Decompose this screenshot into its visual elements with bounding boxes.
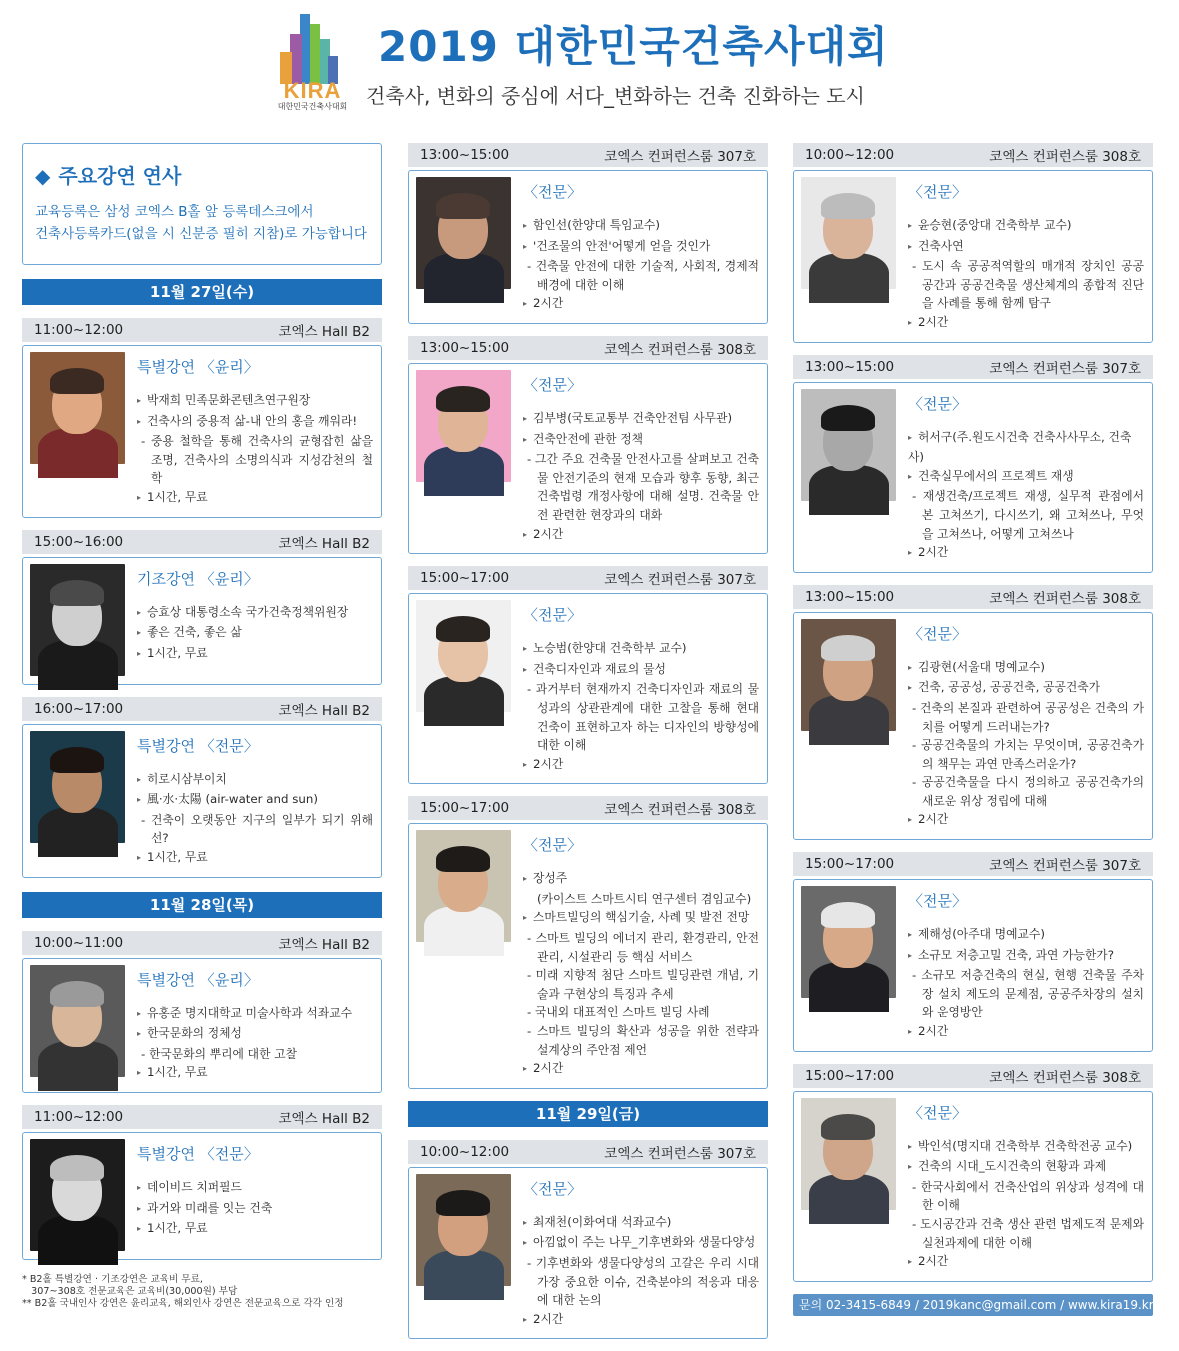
diamond-icon: ◆ xyxy=(35,164,51,188)
session-items xyxy=(908,216,1144,334)
session-box xyxy=(22,557,382,685)
session-item: ▸ 한국문화의 정체성 xyxy=(137,1024,373,1045)
session-box xyxy=(793,612,1153,840)
session-time: 11:00~12:00 xyxy=(34,322,124,338)
session-card xyxy=(408,566,768,784)
session-time: 13:00~15:00 xyxy=(420,339,510,356)
session-items xyxy=(523,216,759,315)
session-card xyxy=(793,585,1153,840)
session-item: (카이스트 스마트시티 연구센터 겸임교수) xyxy=(537,891,752,906)
session-item: ▸ 과거와 미래를 잇는 건축 xyxy=(137,1199,373,1220)
day-bar-27: 11월 27일(수) xyxy=(22,279,382,305)
session-item: ▸ 2시간 xyxy=(523,755,759,776)
contact-bar[interactable]: 문의 02-3415-6849 / 2019kanc@gmail.com / www.kira19.kr xyxy=(793,1294,1153,1316)
session-box xyxy=(22,724,382,878)
session-items xyxy=(137,1004,373,1084)
session-place: 코엑스 컨퍼런스룸 307호 xyxy=(989,858,1141,875)
session-item: - 건축의 본질과 관련하여 공공성은 건축의 가치를 어떻게 드러내는가? xyxy=(908,699,1144,736)
session-item: - 소규모 저층건축의 현실, 현행 건축물 주차장 설치 제도의 문제점, 공공주차장의 설치와 운영방안 xyxy=(908,966,1144,1022)
session-header xyxy=(22,530,382,554)
session-item: - 공공건축물을 다시 정의하고 공공건축가의 새로운 위상 정립에 대해 xyxy=(908,773,1144,810)
session-card xyxy=(793,852,1153,1052)
session-time: 10:00~12:00 xyxy=(805,147,895,163)
session-place: 코엑스 Hall B2 xyxy=(278,1110,370,1127)
session-header xyxy=(793,143,1153,167)
session-place: 코엑스 컨퍼런스룸 308호 xyxy=(604,802,756,819)
session-item: ▸ 히로시삼부이치 xyxy=(137,770,373,791)
session-card xyxy=(793,143,1153,343)
logo-kira-text: KIRA xyxy=(283,78,342,103)
session-header xyxy=(22,697,382,721)
intro-box xyxy=(22,143,382,265)
session-item: ▸ 아낌없이 주는 나무_기후변화와 생물다양성 xyxy=(523,1233,759,1254)
session-item: ▸ 2시간 xyxy=(523,525,759,546)
footnote-3: ** B2홀 국내인사 강연은 윤리교육, 해외인사 강연은 전문교육으로 각각 인정 xyxy=(22,1297,344,1309)
session-item: ▸ 데이비드 치퍼필드 xyxy=(137,1178,373,1199)
session-place: 코엑스 Hall B2 xyxy=(278,535,370,552)
session-item: ▸ 승효상 대통령소속 국가건축정책위원장 xyxy=(137,603,373,624)
speaker-photo xyxy=(801,177,896,289)
page-subtitle: 건축사, 변화의 중심에 서다_변화하는 건축 진화하는 도시 xyxy=(366,84,865,108)
session-items xyxy=(137,391,373,509)
session-place: 코엑스 컨퍼런스룸 308호 xyxy=(604,341,756,358)
session-card xyxy=(22,697,382,878)
speaker-photo xyxy=(801,389,896,501)
session-title: 특별강연 〈전문〉 xyxy=(137,736,259,755)
day-bar-28: 11월 28일(목) xyxy=(22,892,382,918)
session-item: ▸ 건축, 공공성, 공공건축, 공공건축가 xyxy=(908,678,1144,699)
session-box xyxy=(793,170,1153,343)
session-item: ▸ 1시간, 무료 xyxy=(137,644,373,665)
session-item: ▸ 유홍준 명지대학교 미술사학과 석좌교수 xyxy=(137,1004,373,1025)
session-title: 기조강연 〈윤리〉 xyxy=(137,569,259,588)
page-header xyxy=(0,0,1179,130)
session-item: - 재생건축/프로젝트 재생, 실무적 관점에서 본 고쳐쓰기, 다시쓰기, 왜 고쳐쓰나, 무엇을 고쳐쓰나, 어떻게 고쳐쓰나 xyxy=(908,487,1144,543)
session-title: 〈전문〉 xyxy=(908,892,967,911)
session-item: - 국내외 대표적인 스마트 빌딩 사례 xyxy=(523,1003,759,1022)
session-time: 16:00~17:00 xyxy=(34,700,124,717)
session-card xyxy=(22,931,382,1093)
session-item: ▸ 2시간 xyxy=(523,1059,759,1080)
intro-line-2: 건축사등록카드(없을 시 신분증 필히 지참)로 가능합니다 xyxy=(35,226,367,242)
session-card xyxy=(408,336,768,554)
session-item: - 스마트 빌딩의 확산과 성공을 위한 전략과 설계상의 주안점 제언 xyxy=(523,1022,759,1059)
session-header xyxy=(408,1140,768,1164)
session-title: 특별강연 〈윤리〉 xyxy=(137,358,259,376)
session-item: ▸ 2시간 xyxy=(908,1022,1144,1043)
logo-building-icon xyxy=(280,14,340,84)
speaker-photo xyxy=(801,886,896,998)
session-item: ▸ 노승범(한양대 건축학부 교수) xyxy=(523,639,759,660)
footnotes xyxy=(22,1274,382,1310)
session-item: ▸ 2시간 xyxy=(908,1252,1144,1273)
session-card xyxy=(408,1140,768,1340)
session-item: ▸ 박인석(명지대 건축학부 건축학전공 교수) xyxy=(908,1137,1144,1158)
session-item: ▸ 제해성(아주대 명예교수) xyxy=(908,925,1144,946)
session-item: ▸ 최재천(이화여대 석좌교수) xyxy=(523,1213,759,1234)
session-card xyxy=(22,1105,382,1260)
session-box xyxy=(22,345,382,518)
session-item: ▸ 건축의 시대_도시건축의 현황과 과제 xyxy=(908,1157,1144,1178)
session-place: 코엑스 컨퍼런스룸 307호 xyxy=(604,1145,756,1162)
session-time: 10:00~12:00 xyxy=(420,1143,510,1160)
session-time: 10:00~11:00 xyxy=(34,934,124,951)
session-item: ▸ 박재희 민족문화콘텐츠연구원장 xyxy=(137,391,373,412)
session-title: 특별강연 〈윤리〉 xyxy=(137,970,259,989)
session-items xyxy=(523,639,759,775)
page-title: 2019 대한민국건축사대회 xyxy=(378,22,889,71)
session-item: - 도시 속 공공적역할의 매개적 장치인 공공 공간과 공공건축물 생산체계의 종합적 진단을 사례를 통해 함께 탐구 xyxy=(908,257,1144,313)
session-items xyxy=(908,428,1144,564)
session-title: 〈전문〉 xyxy=(523,606,582,625)
session-header xyxy=(793,585,1153,609)
session-item: - 건축이 오랫동안 지구의 일부가 되기 위해선? xyxy=(137,811,373,848)
session-box xyxy=(22,958,382,1093)
session-place: 코엑스 컨퍼런스룸 307호 xyxy=(604,149,756,165)
session-item: - 미래 지향적 첨단 스마트 빌딩관련 개념, 기술과 구현상의 특징과 추세 xyxy=(523,966,759,1003)
session-place: 코엑스 Hall B2 xyxy=(278,324,370,340)
speaker-photo xyxy=(416,177,511,289)
session-items xyxy=(523,409,759,545)
session-item: - 건축물 안전에 대한 기술적, 사회적, 경제적 배경에 대한 이해 xyxy=(523,257,759,294)
session-item: ▸ 건축디자인과 재료의 물성 xyxy=(523,660,759,681)
session-title: 〈전문〉 xyxy=(523,375,582,394)
intro-line-1: 교육등록은 삼성 코엑스 B홀 앞 등록데스크에서 xyxy=(35,204,314,220)
day-bar-29: 11월 29일(금) xyxy=(408,1101,768,1127)
session-item: ▸ 2시간 xyxy=(908,810,1144,831)
speaker-photo xyxy=(30,731,125,843)
session-item: ▸ 건축안전에 관한 정책 xyxy=(523,430,759,451)
session-card xyxy=(22,318,382,518)
speaker-photo xyxy=(30,564,125,676)
session-item: - 스마트 빌딩의 에너지 관리, 환경관리, 안전관리, 시설관리 등 핵심 서비스 xyxy=(523,929,759,966)
session-item: ▸ 윤승현(중앙대 건축학부 교수) xyxy=(908,216,1144,237)
session-card xyxy=(793,355,1153,573)
session-header xyxy=(22,318,382,342)
session-header xyxy=(408,336,768,360)
kira-logo xyxy=(270,14,355,111)
session-header xyxy=(22,1105,382,1129)
footnote-2: 307~308호 전문교육은 교육비(30,000원) 부담 xyxy=(22,1285,238,1297)
session-card xyxy=(408,143,768,324)
speaker-photo xyxy=(416,830,511,942)
speaker-photo xyxy=(416,1174,511,1286)
session-item: ▸ 김부병(국토교통부 건축안전팀 사무관) xyxy=(523,409,759,430)
session-place: 코엑스 Hall B2 xyxy=(278,702,370,719)
session-item: - 기후변화와 생물다양성의 고갈은 우리 시대 가장 중요한 이슈, 건축분야의 적응과 대응에 대한 논의 xyxy=(523,1254,759,1310)
session-card xyxy=(22,530,382,685)
session-items xyxy=(137,603,373,665)
session-item: ▸ 2시간 xyxy=(908,543,1144,564)
speaker-photo xyxy=(30,352,125,464)
session-items xyxy=(908,925,1144,1043)
column-right xyxy=(793,143,1153,1316)
session-time: 13:00~15:00 xyxy=(805,588,895,605)
session-item: ▸ 1시간, 무료 xyxy=(137,848,373,869)
session-header xyxy=(408,566,768,590)
session-box xyxy=(408,170,768,324)
speaker-photo xyxy=(416,600,511,712)
session-item: - 도시공간과 건축 생산 관련 법제도적 문제와 실천과제에 대한 이해 xyxy=(908,1215,1144,1252)
session-item: ▸ 1시간, 무료 xyxy=(137,488,373,509)
session-item: ▸ 1시간, 무료 xyxy=(137,1219,373,1240)
session-time: 11:00~12:00 xyxy=(34,1108,124,1125)
session-header xyxy=(793,852,1153,876)
session-header xyxy=(793,355,1153,379)
column-left xyxy=(22,143,382,1310)
session-time: 15:00~16:00 xyxy=(34,533,124,550)
session-item: ▸ 함인선(한양대 특임교수) xyxy=(523,216,759,237)
speaker-photo xyxy=(30,1139,125,1251)
speaker-photo xyxy=(30,965,125,1077)
session-place: 코엑스 Hall B2 xyxy=(278,936,370,953)
column-middle xyxy=(408,143,768,1351)
session-box xyxy=(408,823,768,1089)
session-header xyxy=(408,796,768,820)
session-item: ▸ 장성주 xyxy=(523,869,759,890)
session-items xyxy=(137,1178,373,1240)
session-place: 코엑스 컨퍼런스룸 308호 xyxy=(989,149,1141,165)
session-header xyxy=(408,143,768,167)
session-title: 〈전문〉 xyxy=(908,394,967,413)
session-item: ▸ 風·水·太陽 (air-water and sun) xyxy=(137,790,373,811)
session-box xyxy=(22,1132,382,1260)
session-items xyxy=(137,770,373,869)
session-time: 13:00~15:00 xyxy=(420,147,510,163)
session-time: 13:00~15:00 xyxy=(805,358,895,375)
session-item: - 중용 철학을 통해 건축사의 균형잡힌 삶을 조명, 건축사의 소명의식과 지성감천의 철학 xyxy=(137,432,373,488)
session-card xyxy=(793,1064,1153,1282)
session-item: - 그간 주요 건축물 안전사고를 살펴보고 건축물 안전기준의 현재 모습과 향후 동향, 최근 건축법령 개정사항에 대해 설명. 건축물 안전 관련한 현장과의 대화 xyxy=(523,450,759,524)
session-item: ▸ 허서구(주.원도시건축 건축사사무소, 건축사) xyxy=(908,428,1144,467)
session-item: - 공공건축물의 가치는 무엇이며, 공공건축가의 책무는 과연 만족스러운가? xyxy=(908,736,1144,773)
session-time: 15:00~17:00 xyxy=(805,1067,895,1084)
session-header xyxy=(22,931,382,955)
session-items xyxy=(523,1213,759,1331)
session-item: - 한국사회에서 건축산업의 위상과 성격에 대한 이해 xyxy=(908,1178,1144,1215)
intro-title-text: 주요강연 연사 xyxy=(58,164,182,188)
session-item: ▸ 건축실무에서의 프로젝트 재생 xyxy=(908,467,1144,488)
session-item: ▸ 건축사의 중용적 삶-내 안의 홍을 깨워라! xyxy=(137,412,373,433)
logo-subtext: 대한민국건축사대회 xyxy=(277,102,348,111)
session-item: ▸ 2시간 xyxy=(523,1310,759,1331)
session-time: 15:00~17:00 xyxy=(805,856,895,873)
intro-title xyxy=(35,160,369,189)
session-header xyxy=(793,1064,1153,1088)
session-place: 코엑스 컨퍼런스룸 308호 xyxy=(989,590,1141,607)
session-items xyxy=(523,869,759,1080)
session-title: 특별강연 〈전문〉 xyxy=(137,1144,259,1163)
session-place: 코엑스 컨퍼런스룸 308호 xyxy=(989,1069,1141,1086)
session-time: 15:00~17:00 xyxy=(420,800,510,817)
session-box xyxy=(408,593,768,784)
session-place: 코엑스 컨퍼런스룸 307호 xyxy=(604,572,756,589)
session-title: 〈전문〉 xyxy=(523,183,582,201)
session-box xyxy=(408,1167,768,1340)
session-title: 〈전문〉 xyxy=(908,183,967,201)
session-item: - 과거부터 현재까지 건축디자인과 재료의 물성과의 상관관계에 대한 고찰을 통해 현대건축이 표현하고자 하는 디자인의 방향성에 대한 이해 xyxy=(523,680,759,754)
footnote-1: * B2홀 특별강연 · 기조강연은 교육비 무료, xyxy=(22,1273,203,1285)
session-item: ▸ 좋은 건축, 좋은 삶 xyxy=(137,623,373,644)
session-item: ▸ 1시간, 무료 xyxy=(137,1063,373,1084)
session-item: ▸ 건축사연 xyxy=(908,237,1144,258)
session-box xyxy=(408,363,768,554)
session-box xyxy=(793,1091,1153,1282)
session-card xyxy=(408,796,768,1089)
session-item: ▸ 김광현(서울대 명예교수) xyxy=(908,658,1144,679)
session-item: ▸ '건조물의 안전'어떻게 얻을 것인가 xyxy=(523,237,759,258)
speaker-photo xyxy=(416,370,511,482)
session-box xyxy=(793,879,1153,1052)
session-title: 〈전문〉 xyxy=(523,836,582,855)
session-item: ▸ 2시간 xyxy=(908,313,1144,334)
session-title: 〈전문〉 xyxy=(523,1179,582,1198)
speaker-photo xyxy=(801,619,896,731)
session-place: 코엑스 컨퍼런스룸 307호 xyxy=(989,360,1141,377)
session-item: - 한국문화의 뿌리에 대한 고찰 xyxy=(137,1045,373,1064)
speaker-photo xyxy=(801,1098,896,1210)
session-item: ▸ 2시간 xyxy=(523,294,759,315)
session-item: ▸ 스마트빌딩의 핵심기술, 사례 및 발전 전망 xyxy=(523,908,759,929)
session-time: 15:00~17:00 xyxy=(420,570,510,587)
session-item: ▸ 소규모 저층고밀 건축, 과연 가능한가? xyxy=(908,946,1144,967)
session-title: 〈전문〉 xyxy=(908,624,967,643)
session-items xyxy=(908,658,1144,831)
session-items xyxy=(908,1137,1144,1273)
session-title: 〈전문〉 xyxy=(908,1103,967,1122)
session-box xyxy=(793,382,1153,573)
